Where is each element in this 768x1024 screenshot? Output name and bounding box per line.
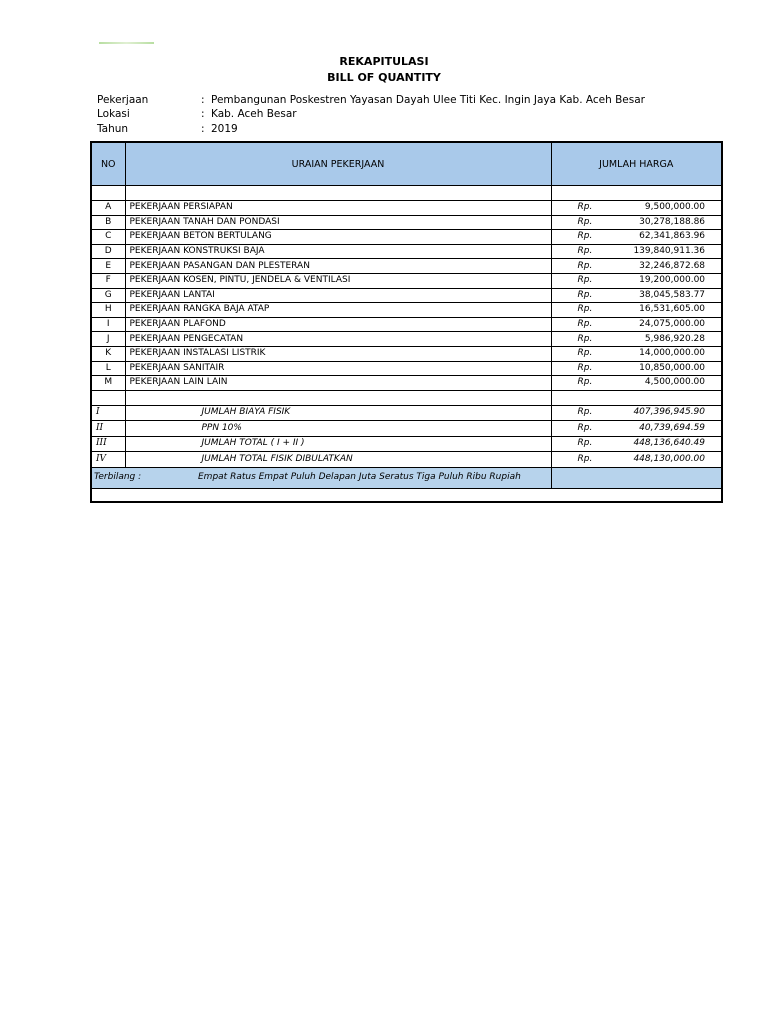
row-description: PEKERJAAN TANAH DAN PONDASI — [125, 215, 551, 230]
row-amount: 19,200,000.00 — [611, 273, 722, 288]
row-amount: 139,840,911.36 — [611, 244, 722, 259]
row-description: PEKERJAAN RANGKA BAJA ATAP — [125, 303, 551, 318]
row-number: L — [91, 361, 125, 376]
item-row — [91, 244, 722, 259]
row-description: JUMLAH TOTAL FISIK DIBULATKAN — [125, 452, 551, 468]
row-number: G — [91, 288, 125, 303]
document-title: REKAPITULASI — [339, 55, 429, 68]
bill-of-quantity-table — [90, 141, 723, 503]
row-description: PEKERJAAN PASANGAN DAN PLESTERAN — [125, 259, 551, 274]
row-amount: 16,531,605.00 — [611, 303, 722, 318]
document-subtitle: BILL OF QUANTITY — [327, 71, 441, 84]
row-amount: 14,000,000.00 — [611, 346, 722, 361]
row-description: PEKERJAAN KOSEN, PINTU, JENDELA & VENTILASI — [125, 273, 551, 288]
row-amount: 62,341,863.96 — [611, 230, 722, 245]
row-amount: 24,075,000.00 — [611, 317, 722, 332]
row-number: M — [91, 376, 125, 391]
column-header-no: NO — [91, 142, 125, 186]
row-number: J — [91, 332, 125, 347]
row-currency: Rp. — [551, 317, 611, 332]
column-header-uraian: URAIAN PEKERJAAN — [125, 142, 551, 186]
row-description: PEKERJAAN SANITAIR — [125, 361, 551, 376]
summary-row — [91, 421, 722, 437]
row-number: A — [91, 201, 125, 216]
header-scribble — [99, 42, 154, 44]
row-amount: 407,396,945.90 — [611, 405, 722, 421]
row-amount: 5,986,920.28 — [611, 332, 722, 347]
row-description: PEKERJAAN INSTALASI LISTRIK — [125, 346, 551, 361]
row-currency: Rp. — [551, 452, 611, 468]
row-currency: Rp. — [551, 230, 611, 245]
row-currency: Rp. — [551, 376, 611, 391]
blank-row — [91, 390, 722, 405]
row-amount: 448,136,640.49 — [611, 436, 722, 452]
summary-row — [91, 405, 722, 421]
row-description: PEKERJAAN LAIN LAIN — [125, 376, 551, 391]
row-currency: Rp. — [551, 332, 611, 347]
item-row — [91, 317, 722, 332]
terbilang-row — [91, 467, 722, 488]
row-currency: Rp. — [551, 273, 611, 288]
blank-row — [91, 186, 722, 201]
row-number: B — [91, 215, 125, 230]
terbilang-text: Empat Ratus Empat Puluh Delapan Juta Seratus Tiga Puluh Ribu Rupiah — [198, 472, 521, 483]
info-separator: : — [201, 94, 205, 106]
item-row — [91, 303, 722, 318]
row-description: PEKERJAAN KONSTRUKSI BAJA — [125, 244, 551, 259]
terbilang-label: Terbilang : — [94, 472, 142, 483]
row-description: PEKERJAAN BETON BERTULANG — [125, 230, 551, 245]
row-number: I — [91, 405, 125, 421]
row-number: E — [91, 259, 125, 274]
row-currency: Rp. — [551, 421, 611, 437]
row-number: II — [91, 421, 125, 437]
info-label: Lokasi — [97, 108, 130, 120]
row-currency: Rp. — [551, 346, 611, 361]
summary-rows — [91, 405, 722, 467]
item-rows — [91, 201, 722, 391]
row-amount: 10,850,000.00 — [611, 361, 722, 376]
row-currency: Rp. — [551, 215, 611, 230]
row-description: PEKERJAAN PENGECATAN — [125, 332, 551, 347]
item-row — [91, 288, 722, 303]
row-currency: Rp. — [551, 303, 611, 318]
row-number: F — [91, 273, 125, 288]
row-currency: Rp. — [551, 244, 611, 259]
table-header-row — [91, 142, 722, 186]
item-row — [91, 376, 722, 391]
row-description: JUMLAH TOTAL ( I + II ) — [125, 436, 551, 452]
item-row — [91, 215, 722, 230]
info-separator: : — [201, 123, 205, 135]
row-number: IV — [91, 452, 125, 468]
summary-row — [91, 436, 722, 452]
item-row — [91, 230, 722, 245]
summary-row — [91, 452, 722, 468]
info-value: Kab. Aceh Besar — [211, 108, 297, 120]
row-currency: Rp. — [551, 288, 611, 303]
row-currency: Rp. — [551, 201, 611, 216]
info-separator: : — [201, 108, 205, 120]
row-currency: Rp. — [551, 436, 611, 452]
row-currency: Rp. — [551, 259, 611, 274]
item-row — [91, 273, 722, 288]
row-description: JUMLAH BIAYA FISIK — [125, 405, 551, 421]
info-label: Pekerjaan — [97, 94, 149, 106]
blank-row — [91, 488, 722, 502]
row-currency: Rp. — [551, 405, 611, 421]
item-row — [91, 259, 722, 274]
row-amount: 448,130,000.00 — [611, 452, 722, 468]
column-header-jumlah: JUMLAH HARGA — [551, 142, 722, 186]
item-row — [91, 332, 722, 347]
row-number: I — [91, 317, 125, 332]
row-number: H — [91, 303, 125, 318]
row-currency: Rp. — [551, 361, 611, 376]
row-description: PEKERJAAN PLAFOND — [125, 317, 551, 332]
row-number: K — [91, 346, 125, 361]
row-description: PPN 10% — [125, 421, 551, 437]
item-row — [91, 346, 722, 361]
row-amount: 32,246,872.68 — [611, 259, 722, 274]
row-amount: 30,278,188.86 — [611, 215, 722, 230]
row-amount: 4,500,000.00 — [611, 376, 722, 391]
row-number: D — [91, 244, 125, 259]
item-row — [91, 361, 722, 376]
row-description: PEKERJAAN PERSIAPAN — [125, 201, 551, 216]
row-number: III — [91, 436, 125, 452]
info-value: 2019 — [211, 123, 238, 135]
row-amount: 38,045,583.77 — [611, 288, 722, 303]
info-value: Pembangunan Poskestren Yayasan Dayah Ulee Titi Kec. Ingin Jaya Kab. Aceh Besar — [211, 94, 645, 106]
row-number: C — [91, 230, 125, 245]
row-amount: 9,500,000.00 — [611, 201, 722, 216]
row-amount: 40,739,694.59 — [611, 421, 722, 437]
item-row — [91, 201, 722, 216]
row-description: PEKERJAAN LANTAI — [125, 288, 551, 303]
info-label: Tahun — [97, 123, 129, 135]
